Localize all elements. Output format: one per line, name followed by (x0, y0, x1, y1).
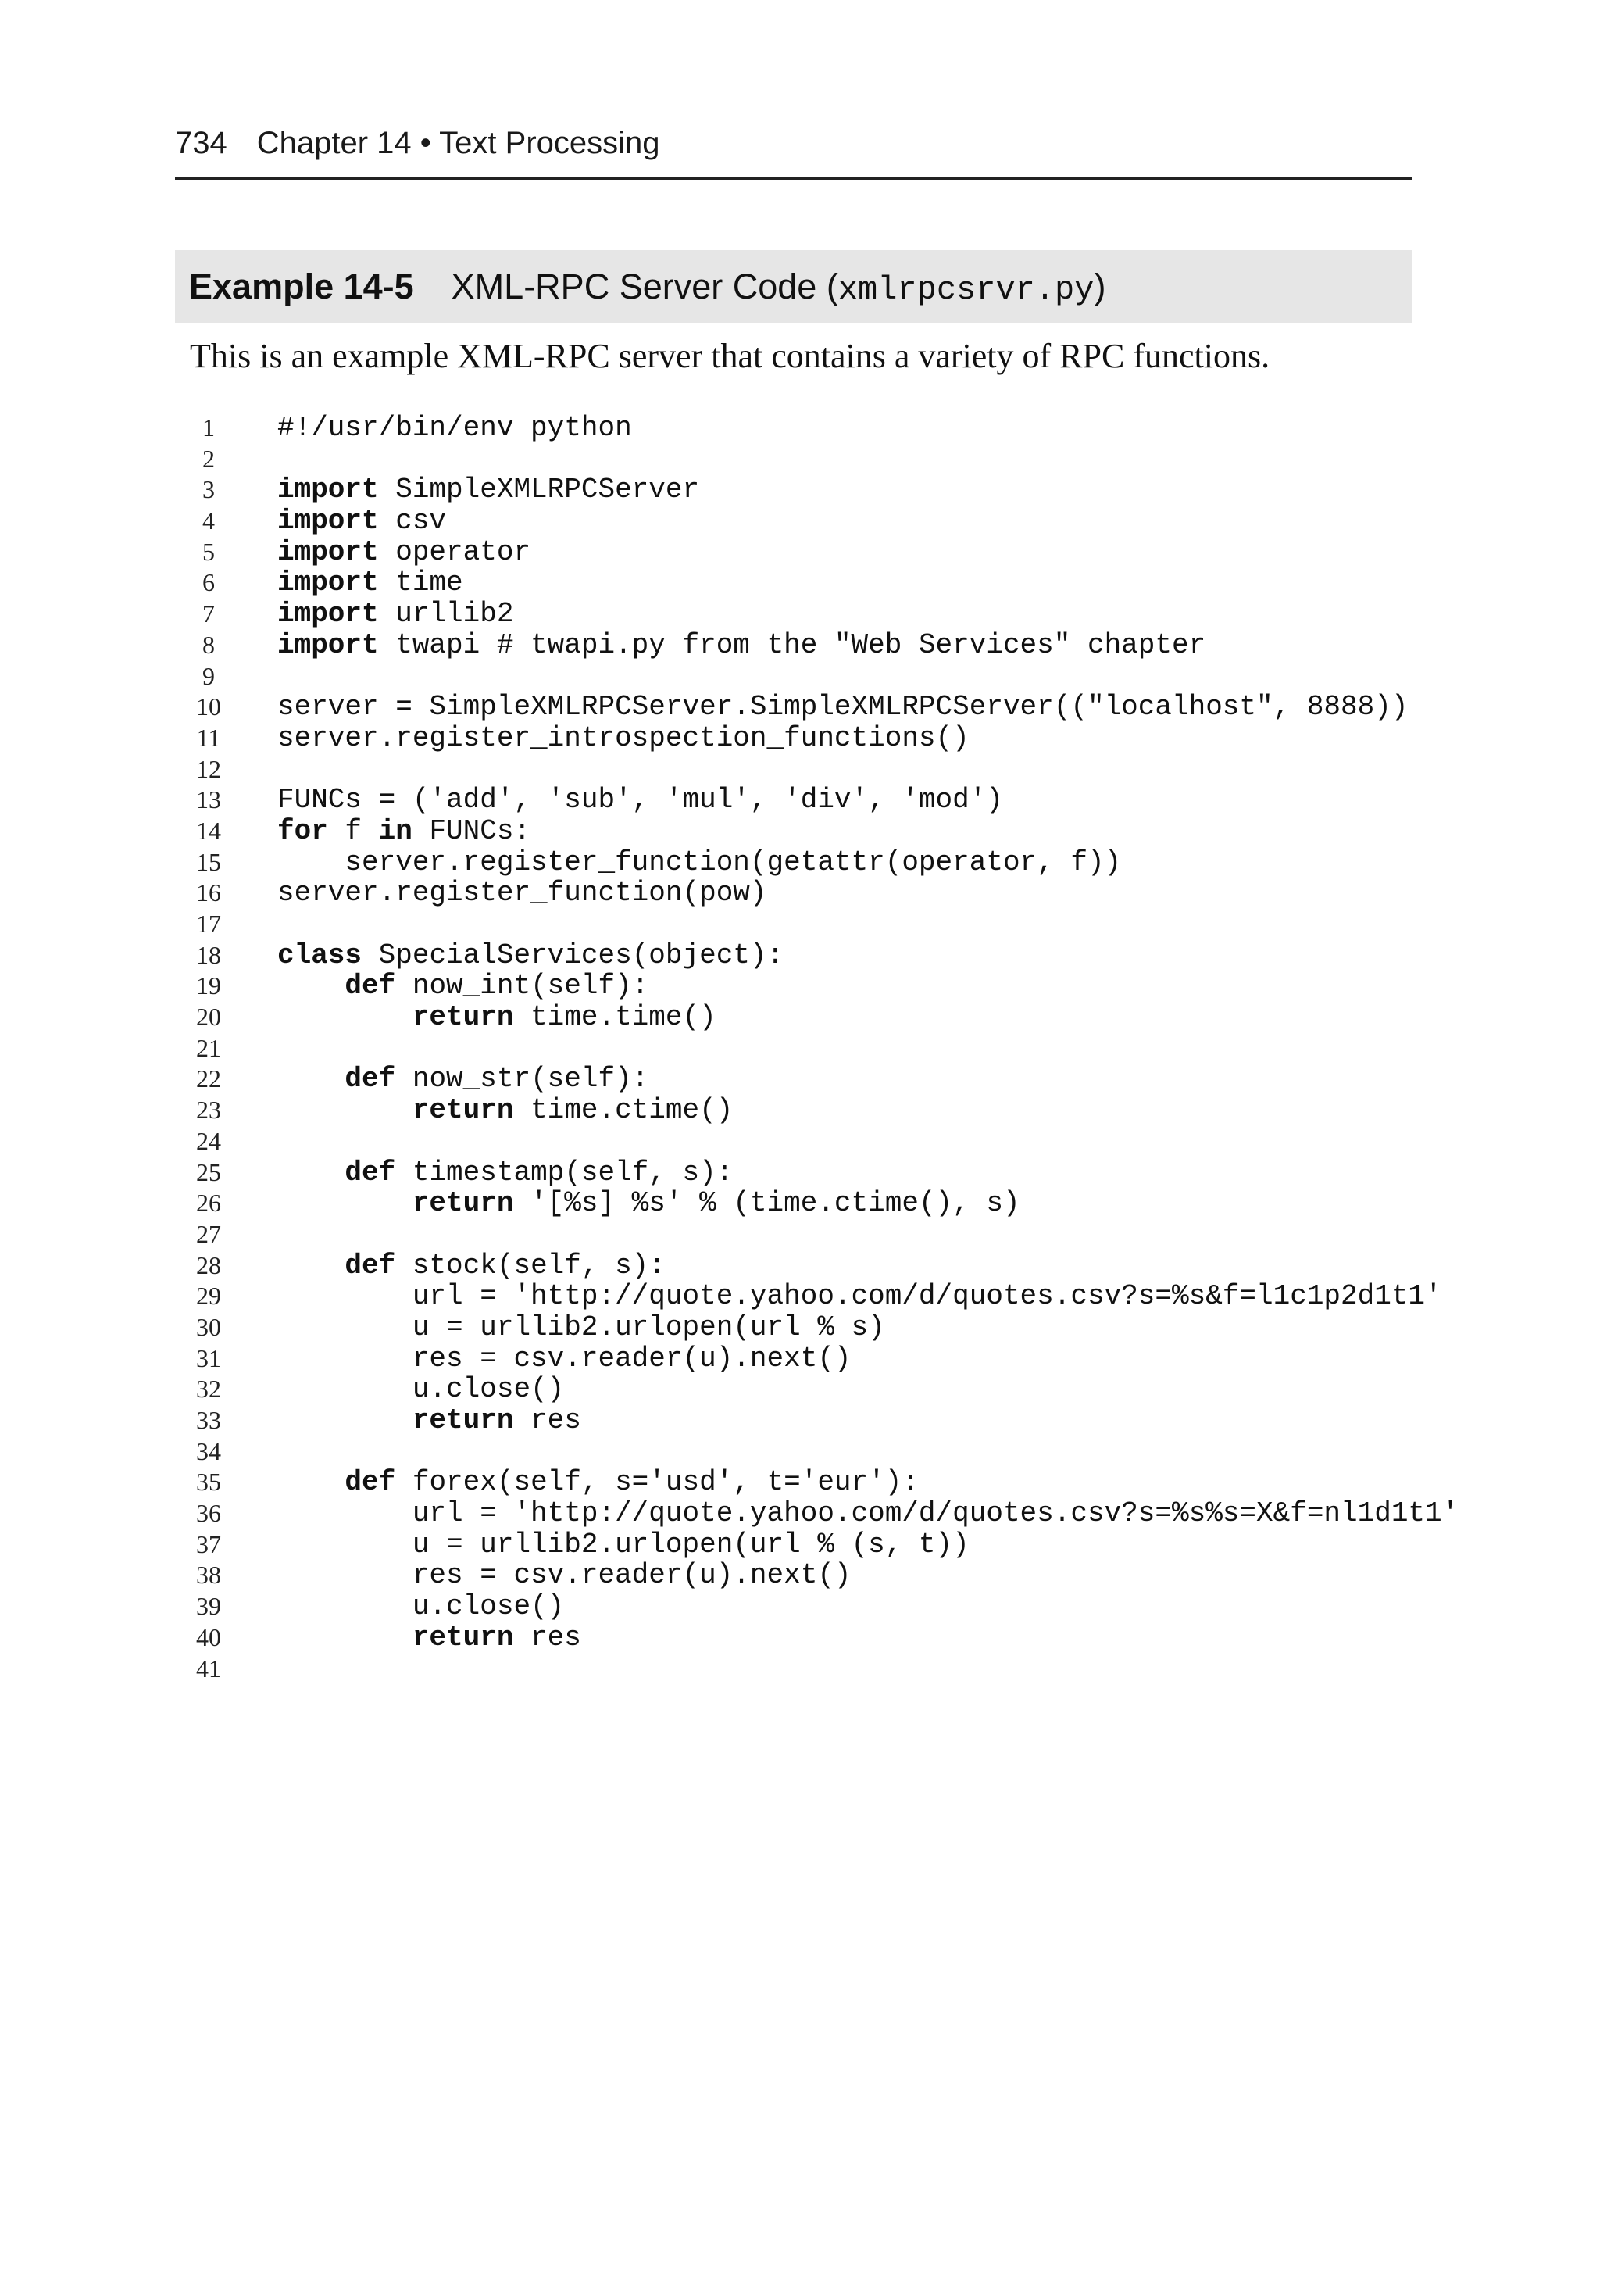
line-number: 32 (196, 1375, 221, 1404)
code-line (175, 1560, 1425, 1591)
example-heading (189, 250, 1105, 323)
line-number: 38 (196, 1561, 221, 1590)
code-keyword: import (277, 598, 379, 631)
code-line (175, 444, 1425, 475)
code-keyword: return (412, 1621, 514, 1654)
line-number: 26 (196, 1189, 221, 1218)
code-line (175, 785, 1425, 816)
line-number: 30 (196, 1312, 221, 1341)
code-keyword: import (277, 628, 379, 661)
line-number: 22 (196, 1064, 221, 1093)
line-number: 16 (196, 878, 221, 907)
code-line (175, 1126, 1425, 1157)
code-line (175, 971, 1425, 1002)
code-text: import SimpleXMLRPCServer (277, 474, 700, 506)
code-keyword: return (412, 1001, 514, 1034)
code-line (175, 816, 1425, 847)
code-text: u.close() (277, 1590, 565, 1623)
code-text: u = urllib2.urlopen(url % (s, t)) (277, 1528, 970, 1561)
line-number: 14 (196, 816, 221, 845)
line-number: 11 (196, 723, 221, 752)
code-text: return '[%s] %s' % (time.ctime(), s) (412, 1187, 1020, 1220)
code-keyword: return (412, 1094, 514, 1127)
line-number: 17 (196, 910, 221, 938)
code-keyword: in (378, 814, 412, 847)
line-number: 37 (196, 1529, 221, 1558)
code-line (175, 506, 1425, 537)
code-keyword: import (277, 505, 379, 538)
code-keyword: def (345, 970, 396, 1003)
code-text: #!/usr/bin/env python (277, 412, 632, 444)
code-text: import urllib2 (277, 598, 514, 631)
code-line (175, 474, 1425, 506)
code-text: def stock(self, s): (345, 1249, 666, 1282)
code-text: def timestamp(self, s): (345, 1156, 734, 1189)
line-number: 27 (196, 1219, 221, 1248)
code-text: server.register_function(getattr(operator, f)) (277, 846, 1122, 878)
code-line (175, 1157, 1425, 1189)
code-line (175, 1374, 1425, 1405)
code-text: def now_int(self): (345, 970, 649, 1003)
code-line (175, 1280, 1442, 1313)
code-line (175, 1591, 1425, 1622)
code-text: import twapi # twapi.py from the "Web Services" chapter (277, 628, 1206, 661)
code-text: FUNCs = ('add', 'sub', 'mul', 'div', 'mod') (277, 784, 1003, 817)
example-title: XML-RPC Server Code ( (451, 266, 838, 306)
code-line (175, 1095, 1425, 1126)
line-number: 20 (196, 1003, 221, 1032)
line-number: 39 (196, 1592, 221, 1621)
line-number: 5 (202, 537, 215, 566)
code-text: u.close() (277, 1373, 565, 1406)
code-line (175, 1033, 1425, 1064)
line-number: 25 (196, 1157, 221, 1186)
line-number: 1 (202, 413, 215, 442)
code-line (175, 1343, 1425, 1375)
code-line (175, 909, 1425, 940)
example-title-end: ) (1094, 266, 1106, 306)
code-text: server.register_function(pow) (277, 877, 767, 910)
code-keyword: for (277, 814, 328, 847)
code-line (175, 1219, 1425, 1250)
line-number: 28 (196, 1250, 221, 1279)
line-number: 36 (196, 1499, 221, 1528)
code-line (175, 1497, 1459, 1530)
code-text: return time.time() (412, 1001, 716, 1034)
code-text: return res (412, 1621, 581, 1654)
line-number: 35 (196, 1468, 221, 1497)
chapter-title: Chapter 14 • Text Processing (256, 126, 660, 160)
line-number: 12 (196, 754, 221, 783)
code-line (175, 1250, 1425, 1282)
header-rule (175, 177, 1412, 180)
page-number: 734 (175, 126, 227, 160)
line-number: 41 (196, 1654, 221, 1683)
code-line (175, 661, 1425, 692)
code-text: return time.ctime() (412, 1094, 734, 1127)
code-line (175, 878, 1425, 909)
code-text: import csv (277, 505, 447, 538)
code-line (175, 537, 1425, 568)
line-number: 7 (202, 599, 215, 628)
line-number: 9 (202, 661, 215, 690)
code-line (175, 1312, 1425, 1343)
line-number: 18 (196, 940, 221, 969)
code-text: res = csv.reader(u).next() (277, 1559, 852, 1592)
line-number: 6 (202, 568, 215, 597)
line-number: 29 (196, 1282, 221, 1311)
code-text: server.register_introspection_functions() (277, 721, 970, 754)
code-keyword: def (345, 1466, 396, 1499)
code-line (175, 413, 1425, 444)
code-line (175, 1622, 1425, 1654)
code-text: url = 'http://quote.yahoo.com/d/quotes.csv?s=%s&f=l1c1p2d1t1' (277, 1280, 1442, 1313)
code-text: return res (412, 1404, 581, 1436)
code-keyword: def (345, 1063, 396, 1096)
line-number: 2 (202, 444, 215, 473)
example-heading-bar (175, 250, 1412, 323)
code-text: for f in FUNCs: (277, 814, 531, 847)
line-number: 3 (202, 475, 215, 504)
code-line (175, 1529, 1425, 1561)
code-text: def forex(self, s='usd', t='eur'): (345, 1466, 919, 1499)
line-number: 21 (196, 1033, 221, 1062)
code-line (175, 847, 1425, 878)
line-number: 8 (202, 630, 215, 659)
code-keyword: import (277, 535, 379, 568)
code-text: import operator (277, 535, 531, 568)
running-head (175, 123, 660, 163)
line-number: 24 (196, 1126, 221, 1155)
line-number: 33 (196, 1406, 221, 1434)
line-number: 4 (202, 506, 215, 535)
code-line (175, 723, 1425, 754)
code-line (175, 1654, 1425, 1685)
code-text: import time (277, 567, 463, 599)
line-number: 13 (196, 785, 221, 814)
code-line (175, 692, 1425, 723)
code-line (175, 599, 1425, 630)
code-line (175, 754, 1425, 785)
line-number: 23 (196, 1096, 221, 1125)
code-text: u = urllib2.urlopen(url % s) (277, 1311, 885, 1343)
code-line (175, 1405, 1425, 1436)
line-number: 34 (196, 1436, 221, 1465)
code-line (175, 1064, 1425, 1095)
code-line (175, 1188, 1425, 1219)
code-text: server = SimpleXMLRPCServer.SimpleXMLRPCServer(("localhost", 8888)) (277, 691, 1409, 724)
code-keyword: import (277, 567, 379, 599)
code-line (175, 567, 1425, 599)
code-text: class SpecialServices(object): (277, 939, 784, 971)
example-label: Example 14-5 (189, 266, 414, 306)
code-line (175, 1436, 1425, 1468)
line-number: 31 (196, 1343, 221, 1372)
line-number: 15 (196, 847, 221, 876)
example-description: This is an example XML-RPC server that contains a variety of RPC functions. (190, 337, 1270, 375)
example-filename: xmlrpcsrvr.py (838, 271, 1095, 309)
code-listing (175, 412, 1459, 1684)
code-keyword: def (345, 1249, 396, 1282)
code-text: res = csv.reader(u).next() (277, 1342, 852, 1375)
line-number: 10 (196, 692, 221, 721)
code-keyword: return (412, 1187, 514, 1220)
line-number: 40 (196, 1622, 221, 1651)
line-number: 19 (196, 971, 221, 1000)
code-keyword: import (277, 474, 379, 506)
code-text: def now_str(self): (345, 1063, 649, 1096)
code-text: url = 'http://quote.yahoo.com/d/quotes.csv?s=%s%s=X&f=nl1d1t1' (277, 1497, 1459, 1530)
code-line (175, 1467, 1425, 1498)
code-line (175, 630, 1425, 661)
code-line (175, 1002, 1425, 1033)
code-keyword: class (277, 939, 362, 971)
code-keyword: return (412, 1404, 514, 1436)
code-keyword: def (345, 1156, 396, 1189)
code-line (175, 940, 1425, 971)
